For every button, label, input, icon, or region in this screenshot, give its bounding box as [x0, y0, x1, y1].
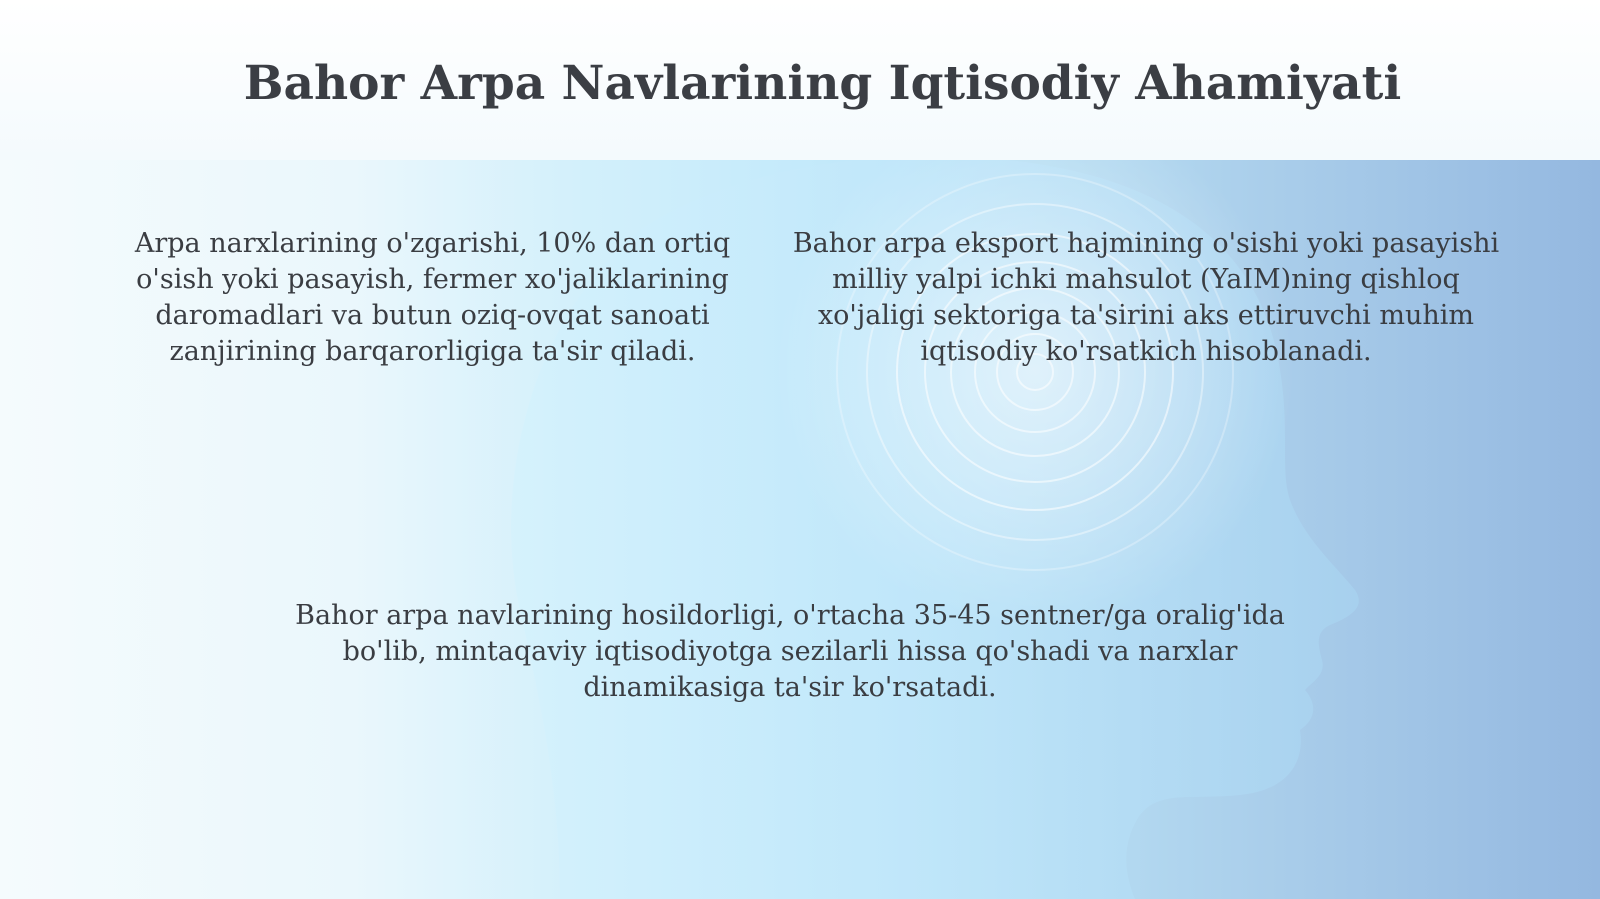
- paragraph-price-changes: Arpa narxlarining o'zgarishi, 10% dan ortiq o'sish yoki pasayish, fermer xo'jaliklarining daromadlari va butun oziq-ovqat sanoati zanjirining barqarorligiga ta'sir qiladi.: [134, 228, 731, 367]
- slide-title: Bahor Arpa Navlarining Iqtisodiy Ahamiyati: [243, 56, 1402, 111]
- paragraph-export-volume: Bahor arpa eksport hajmining o'sishi yoki pasayishi milliy yalpi ichki mahsulot (YaIM)ning qishloq xo'jaligi sektoriga ta'sirini aks ettiruvchi muhim iqtisodiy ko'rsatkich hisoblanadi.: [792, 228, 1500, 367]
- paragraph-yield: Bahor arpa navlarining hosildorligi, o'rtacha 35-45 sentner/ga oralig'ida bo'lib, mintaqaviy iqtisodiyotga sezilarli hissa qo'shadi va narxlar dinamikasiga ta'sir ko'rsatadi.: [295, 600, 1285, 703]
